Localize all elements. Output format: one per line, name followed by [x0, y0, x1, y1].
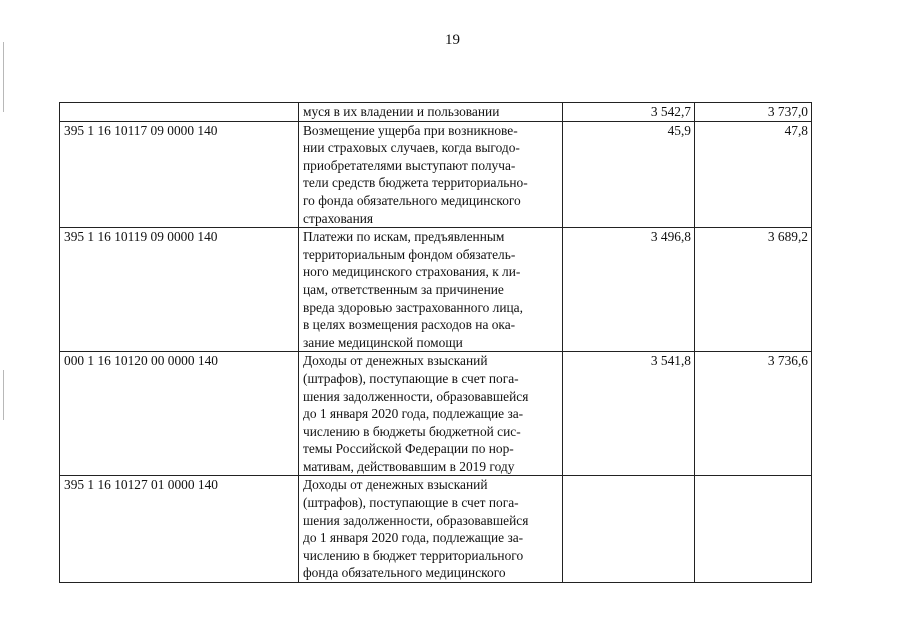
- revenue-name-line: числению в бюджет территориального: [303, 547, 524, 563]
- revenue-name-line: фонда обязательного медицинского: [303, 565, 506, 581]
- value-cell-year-1: 45,9: [563, 121, 695, 228]
- table-body: [60, 103, 812, 583]
- value-cell-year-2: 47,8: [695, 121, 812, 228]
- revenue-name-line: шения задолженности, образовавшейся: [303, 512, 529, 528]
- revenue-name-line: (штрафов), поступающие в счет пога-: [303, 495, 519, 511]
- revenue-name-line: зание медицинской помощи: [303, 334, 463, 350]
- table-row: [60, 476, 812, 583]
- page-number: 19: [445, 32, 460, 48]
- budget-code-cell: 395 1 16 10119 09 0000 140: [60, 228, 299, 352]
- revenue-name-line: мативам, действовавшим в 2019 году: [303, 458, 515, 474]
- scan-edge-mark: [3, 42, 4, 112]
- value-cell-year-2: 3 689,2: [695, 228, 812, 352]
- value-cell-year-2: 3 737,0: [695, 103, 812, 122]
- revenue-name-line: муся в их владении и пользовании: [303, 104, 500, 119]
- table-row: [60, 352, 812, 476]
- revenue-name-line: вреда здоровью застрахованного лица,: [303, 299, 523, 315]
- revenue-name-cell: [299, 228, 563, 352]
- value-cell-year-1: [563, 476, 695, 583]
- revenue-name-line: (штрафов), поступающие в счет пога-: [303, 370, 519, 386]
- budget-code-cell: [60, 103, 299, 122]
- revenue-name-line: Возмещение ущерба при возникнове-: [303, 122, 518, 138]
- budget-code-cell: 395 1 16 10127 01 0000 140: [60, 476, 299, 583]
- revenue-name-line: до 1 января 2020 года, подлежащие за-: [303, 530, 524, 546]
- revenue-name-line: в целях возмещения расходов на ока-: [303, 317, 516, 333]
- revenue-name-line: территориальным фондом обязатель-: [303, 246, 516, 262]
- value-cell-year-1: 3 541,8: [563, 352, 695, 476]
- budget-code-cell: 000 1 16 10120 00 0000 140: [60, 352, 299, 476]
- revenue-name-line: го фонда обязательного медицинского: [303, 192, 521, 208]
- revenue-name-line: ного медицинского страхования, к ли-: [303, 264, 521, 280]
- revenue-name-line: нии страховых случаев, когда выгодо-: [303, 140, 520, 156]
- revenue-name-cell: [299, 352, 563, 476]
- revenue-name-line: цам, ответственным за причинение: [303, 281, 504, 297]
- value-cell-year-2: 3 736,6: [695, 352, 812, 476]
- table-row: [60, 121, 812, 228]
- value-cell-year-1: 3 542,7: [563, 103, 695, 122]
- table-row: [60, 103, 812, 122]
- revenue-name-line: Доходы от денежных взысканий: [303, 353, 488, 369]
- revenue-name-line: Платежи по искам, предъявленным: [303, 229, 505, 245]
- revenue-name-line: шения задолженности, образовавшейся: [303, 388, 529, 404]
- revenue-name-line: страхования: [303, 210, 374, 226]
- budget-code-cell: 395 1 16 10117 09 0000 140: [60, 121, 299, 228]
- revenue-name-line: до 1 января 2020 года, подлежащие за-: [303, 406, 524, 422]
- revenue-name-cell: [299, 103, 563, 122]
- revenue-name-line: числению в бюджеты бюджетной сис-: [303, 423, 521, 439]
- value-cell-year-2: [695, 476, 812, 583]
- revenue-name-line: темы Российской Федерации по нор-: [303, 441, 514, 457]
- revenue-name-line: приобретателями выступают получа-: [303, 157, 516, 173]
- revenue-name-cell: [299, 121, 563, 228]
- revenue-name-line: тели средств бюджета территориально-: [303, 175, 528, 191]
- table-row: [60, 228, 812, 352]
- value-cell-year-1: 3 496,8: [563, 228, 695, 352]
- revenue-name-line: Доходы от денежных взысканий: [303, 477, 488, 493]
- revenue-table: [59, 102, 812, 583]
- revenue-name-cell: [299, 476, 563, 583]
- scan-edge-mark: [3, 370, 4, 420]
